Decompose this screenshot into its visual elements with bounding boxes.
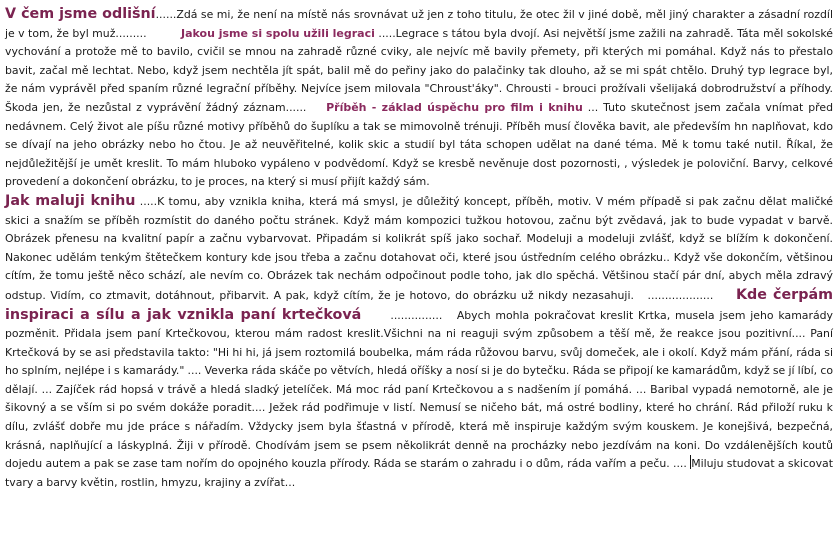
- dots-after-inspiration: ...............: [390, 308, 443, 322]
- heading-fun-together: Jakou jsme si spolu užili legraci: [181, 26, 375, 40]
- section-painting: [5, 192, 833, 493]
- heading-inspiration: Kde čerpám inspiraci a sílu a jak vznikla paní krtečková: [5, 286, 834, 323]
- heading-differences-dots: ......: [155, 8, 177, 21]
- dots-before-inspiration: ...................: [647, 288, 714, 302]
- heading-painting-book: Jak maluji knihu: [5, 192, 136, 209]
- paragraph-painting-book: .....K tomu, aby vznikla kniha, která má smysl, je důležitý koncept, příběh, motiv. V mém případě si pak začnu dělat maličké skici a snažím se příběh rozmístit do daného počtu stránek. Když mám kompozici tužkou hotovou, začnu být zvědavá, jak to bude vypadat v barvě. Obrázek přenesu na kvalitní papír a začnu vybarvovat. Připadám si kolikrát spíš jako sochař. Modeluji a modeluji zvlášť, když se blížím k dokončení. Nakonec udělám tenkým štětečkem kontury kde jsou třeba a začnu dotahovat oči, které jsou ústředním celého obrázku.. Když vše dokončím, většinou cítím, že tomu ještě něco schází, ale nevím co. Obrázek tak nechám odpočinout podle toho, jak dlo spěchá. Většinou stačí pár dní, abych měla zdravý odstup. Vidím, co ztmavit, dotáhnout, přibarvit. A pak, když cítím, že je hotovo, do obrázku už nikdy nezasahuji.: [5, 194, 833, 302]
- paragraph-inspiration: Abych mohla pokračovat kreslit Krtka, musela jsem jeho kamarády pozměnit. Přidala jsem paní Krtečkovou, kterou mám radost kreslit.Všichni na ni reaguji svým způsobem a těší mě, že reakce jsou pozitivní.... Paní Krtečková by se asi představila takto: "Hi hi hi, já jsem roztomilá boubelka, mám ráda růžovou barvu, svůj domeček, ale i okolí. Když mám přání, ráda si ho splním, nejlépe i s kamarády." .... Veverka ráda skáče po větvích, hledá oříšky a nosí si je do bytečku. Ráda se připojí ke kamarádům, když se jí líbí, co dělají. ... Zajíček rád hopsá v trávě a hledá sladký jetelíček. Má moc rád paní Krtečkovou a s nadšením jí pomáhá. ... Baribal vypadá nemotorně, ale je šikovný a se vším si po svém dokáže poradit.... Ježek rád podřimuje v listí. Nemusí se ničeho bát, má ostré bodliny, které ho chrání. Rád přiloží ruku k dílu, zvlášť dobře mu jde práce s nářadím. Vždycky jsem byla šťastná v přírodě, která mě inspiruje každým svým kouskem. Je konejšivá, bezpečná, krásná, naplňující a láskyplná. Žiji v přírodě. Chodívám jsem se psem několikrát denně na procházky nebo jezdívám na koni. Do vzdálenějších koutů dojedu autem a pak se zase tam nořím do opojného kouzla přírody. Ráda se starám o zahradu i o dům, ráda vařím a peču. ....: [5, 308, 833, 471]
- heading-differences: V čem jsme odlišní: [5, 6, 156, 22]
- paragraph-inspiration-end: Miluju studovat a skicovat tvary a barvy květin, rostlin, hmyzu, krajiny a zvířat...: [5, 457, 833, 489]
- paragraph-fun-together: .....Legrace s tátou byla dvojí. Asi největší jsme zažili na zahradě. Táta měl sokolské vychování a protože mě to bavilo, cvičil se mnou na zahradě různé cviky, ale nejvíc mě bavily přemety, při kterých mi pomáhal. Když nás to přestalo bavit, začal mě lechtat. Nebo, když jsem nechtěla jít spát, balil mě do peřiny jako do palačinky tak dlouho, až se mi spát chtělo. Druhý typ legrace byl, že nám vyprávěl před spaním různé legrační příběhy. Nejvíce jsem milovala "Chroust'áky". Chrousti - brouci prožívali všelijaká dobrodružství a příhody. Škoda jen, že nezůstal z vyprávění žádný záznam......: [5, 26, 834, 114]
- paragraph-differences: Zdá se mi, že není na místě nás srovnávat už jen z toho titulu, že otec žil v jiné době, měl jiný charakter a zásadní rozdíl je v tom, že byl muž.........: [5, 8, 833, 40]
- heading-story-basis: Příběh - základ úspěchu pro film i knihu: [326, 100, 583, 114]
- paragraph-story-basis: ... Tuto skutečnost jsem začala vnímat před nedávnem. Celý život ale píšu různé motivy příběhů do šuplíku a tak se mimovolně trénuji. Příběh musí člověka bavit, ale především hn naplňovat, kdo se dívají na jeho obrázky nebo ho čtou. Je až neuvěřitelné, kolik skic a studií byl táta schopen udělat na dané téma. Mě k tomu také nutil. Říkal, že nejdůležitější je umět kreslit. To mám hluboko vypáleno v podvědomí. Když se kresbě nevěnuje dost pozornosti, , výsledek je poloviční. Barvy, celkové provedení a dokončení obrázku, to je proces, na který si musí přijít každý sám.: [5, 100, 833, 189]
- article-body: [5, 5, 833, 533]
- section-differences: [5, 5, 833, 192]
